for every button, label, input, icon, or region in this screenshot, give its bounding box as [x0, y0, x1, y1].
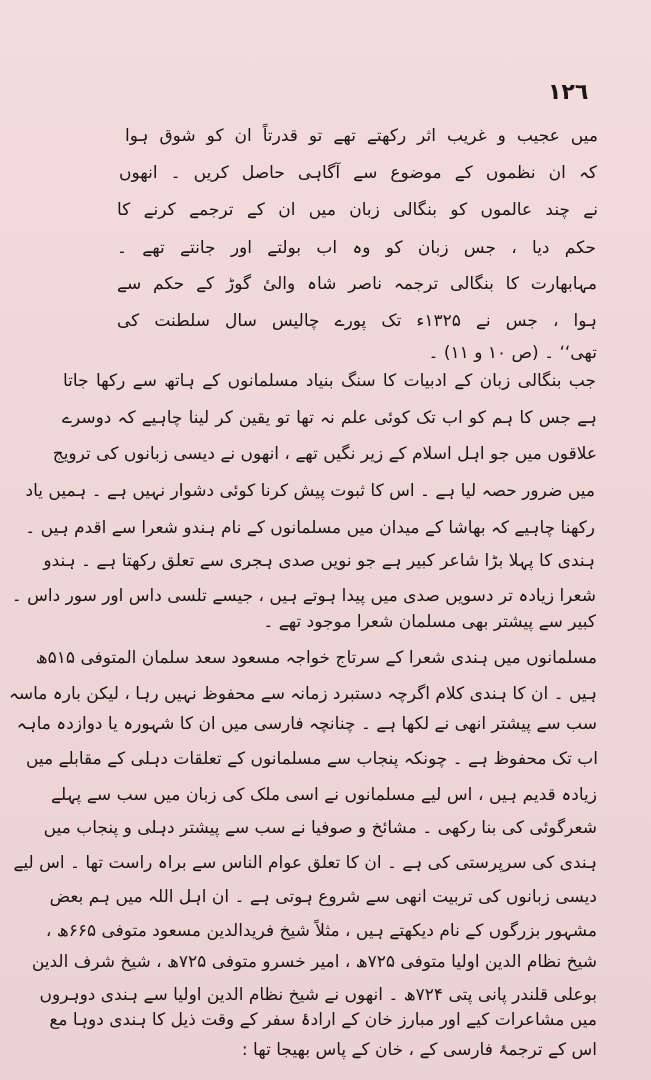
text-line: میں عجیب و غریب اثر رکھتے تھے تو قدرتاً ان کو شوق ہوا: [125, 126, 598, 146]
text-line: رکھنا چاہیے کہ بھاشا کے میدان میں مسلمانوں کے نام ہندو شعرا سے اقدم ہیں ۔: [25, 518, 595, 538]
text-line: ہندی کا پہلا بڑا شاعر کبیر ہے جو نویں صدی ہجری سے تعلق رکھتا ہے ۔ ہندو: [43, 551, 595, 571]
text-line: کبیر سے پیشتر بھی مسلمان شعرا موجود تھے ۔: [263, 612, 596, 632]
text-line: نے چند عالموں کو بنگالی زبان میں ان کے ترجمے کرنے کا: [117, 200, 598, 220]
text-line: ہیں ۔ ان کا ہندی کلام اگرچہ دستبرد زمانہ سے محفوظ نہیں رہا ، لیکن بارہ ماسہ: [8, 684, 597, 704]
text-line: ہے جس کا ہم کو اب تک کوئی علم نہ تھا تو یقین کر لینا چاہیے کہ دوسرے: [62, 408, 597, 428]
text-line: شیخ نظام الدین اولیا متوفی ۷۲۵ھ ، امیر خسرو متوفی ۷۲۵ھ ، شیخ شرف الدین: [31, 952, 597, 972]
text-line: جب بنگالی زبان کے ادبیات کا سنگ بنیاد مسلمانوں کے ہاتھ سے رکھا جاتا: [63, 371, 596, 391]
text-line: مسلمانوں میں ہندی شعرا کے سرتاج خواجہ مسعود سعد سلمان المتوفی ۵۱۵ھ: [35, 648, 597, 668]
text-line: کہ ان نظموں کے موضوع سے آگاہی حاصل کریں ۔ انھوں: [119, 163, 597, 183]
text-line: اس کے ترجمۂ فارسی کے ، خان کے پاس بھیجا تھا :: [241, 1040, 597, 1060]
text-line: میں مشاعرات کیے اور مبارز خان کے ارادۂ سفر کے وقت ذیل کا ہندی دوہا مع: [49, 1010, 597, 1030]
text-line: سب سے پیشتر انھی نے لکھا ہے ۔ چنانچہ فارسی میں ان کا شہورہ یا دوازدہ ماہہ: [16, 714, 597, 734]
text-line: علاقوں میں جو اہل اسلام کے زیر نگیں تھے ، انھوں نے دیسی زبانوں کی ترویج: [52, 444, 597, 464]
text-line: مہابھارت کا بنگالی ترجمہ ناصر شاہ والیٔ گوڑ کے حکم سے: [117, 274, 597, 294]
text-line: ہندی کی سرپرستی کی ہے ۔ ان کا تعلق عوام الناس سے براہ راست تھا ۔ اس لیے: [13, 853, 597, 873]
text-line: بوعلی قلندر پانی پتی ۷۲۴ھ ۔ انھوں نے شیخ نظام الدین اولیا سے ہندی دوہروں: [39, 985, 597, 1005]
text-line: ہوا ، جس نے ۱۳۲۵ء تک پورے چالیس سال سلطنت کی: [117, 311, 597, 331]
text-line: اب تک محفوظ ہے ۔ چونکہ پنجاب سے مسلمانوں کے تعلقات دہلی کے مقابلے میں: [25, 749, 598, 769]
text-line: دیسی زبانوں کی تربیت انھی سے شروع ہوتی ہے ۔ ان اہل اللہ میں ہم بعض: [49, 887, 597, 907]
text-line: میں ضرور حصہ لیا ہے ۔ اس کا ثبوت پیش کرنا کوئی دشوار نہیں ہے ۔ ہمیں یاد: [25, 481, 595, 501]
text-line: شعرا زیادہ تر دسویں صدی میں پیدا ہوتے ہیں ، جیسے تلسی داس اور سور داس ۔: [11, 586, 596, 606]
text-line: مشہور بزرگوں کے نام دیکھتے ہیں ، مثلاً شیخ فریدالدین مسعود متوفی ۶۶۵ھ ،: [45, 921, 597, 941]
text-line: تھی‘‘ ۔ (ص ۱۰ و ۱۱) ۔: [428, 343, 597, 363]
text-line: زیادہ قدیم ہیں ، اس لیے مسلمانوں نے اسی ملک کی زبان میں سب سے پہلے: [51, 785, 597, 805]
text-line: شعرگوئی کی بنا رکھی ۔ مشائخ و صوفیا نے سب سے پیشتر دہلی و پنجاب میں: [43, 818, 597, 838]
page-number: ۱۲٦: [548, 80, 589, 105]
text-line: حکم دیا ، جس زبان کو وہ اب بولتے اور جانتے تھے ۔: [117, 238, 596, 258]
